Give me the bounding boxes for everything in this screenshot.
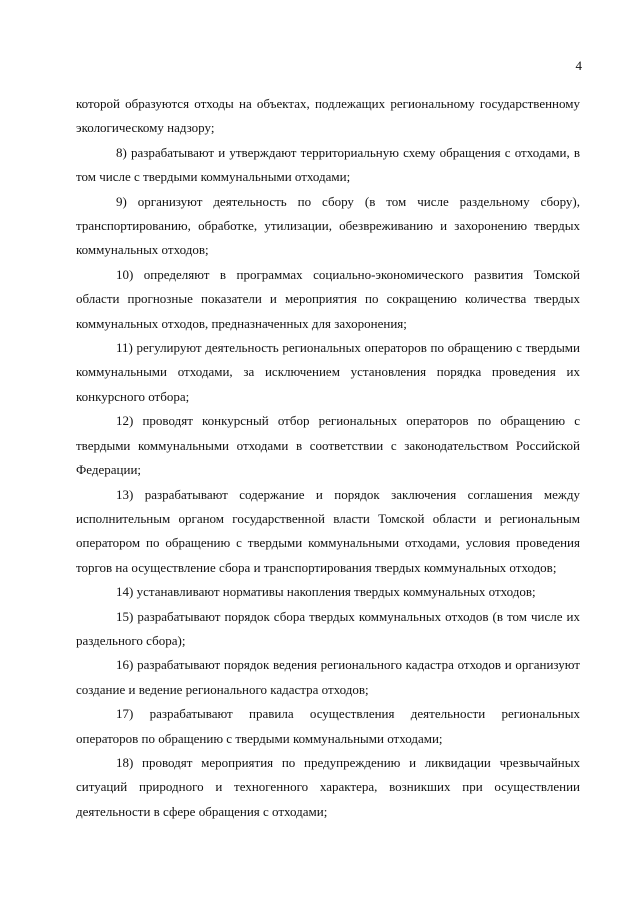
page-number: 4 [575, 58, 582, 73]
paragraph-item-16: 16) разрабатывают порядок ведения регионального кадастра отходов и организуют создание и ведение регионального кадастра отходов; [76, 657, 580, 697]
paragraph-item-9: 9) организуют деятельность по сбору (в том числе раздельному сбору), транспортированию, обработке, утилизации, обезвреживанию и захоронению твердых коммунальных отходов; [76, 193, 580, 258]
paragraph-item-14: 14) устанавливают нормативы накопления твердых коммунальных отходов; [116, 584, 536, 600]
paragraph-item-10: 10) определяют в программах социально-экономического развития Томской области прогнозные показатели и мероприятия по сокращению количества твердых коммунальных отходов, предназначенных для захоронения; [76, 266, 580, 331]
paragraph-item-17: 17) разрабатывают правила осуществления деятельности региональных операторов по обращению с твердыми коммунальными отходами; [76, 706, 580, 746]
paragraph-item-8: 8) разрабатывают и утверждают территориальную схему обращения с отходами, в том числе с твердыми коммунальными отходами; [76, 144, 580, 185]
paragraph-item-13: 13) разрабатывают содержание и порядок заключения соглашения между исполнительным органом государственной власти Томской области и региональным оператором по обращению с твердыми коммунальными отходами, условия проведения торгов на осуществление сбора и транспортирования твердых коммунальных отходов; [76, 486, 580, 575]
paragraph-item-15: 15) разрабатывают порядок сбора твердых коммунальных отходов (в том числе их раздельного сбора); [76, 608, 580, 648]
document-body [76, 92, 580, 824]
paragraph-item-12: 12) проводят конкурсный отбор региональных операторов по обращению с твердыми коммунальными отходами в соответствии с законодательством Российской Федерации; [76, 413, 580, 478]
paragraph-continuation: которой образуются отходы на объектах, подлежащих региональному государственному экологическому надзору; [76, 96, 580, 136]
paragraph-item-11: 11) регулируют деятельность региональных операторов по обращению с твердыми коммунальными отходами, за исключением установления порядка проведения их конкурсного отбора; [76, 340, 580, 404]
paragraph-item-18: 18) проводят мероприятия по предупреждению и ликвидации чрезвычайных ситуаций природного и техногенного характера, возникших при осуществлении деятельности в сфере обращения с отходами; [76, 754, 580, 819]
